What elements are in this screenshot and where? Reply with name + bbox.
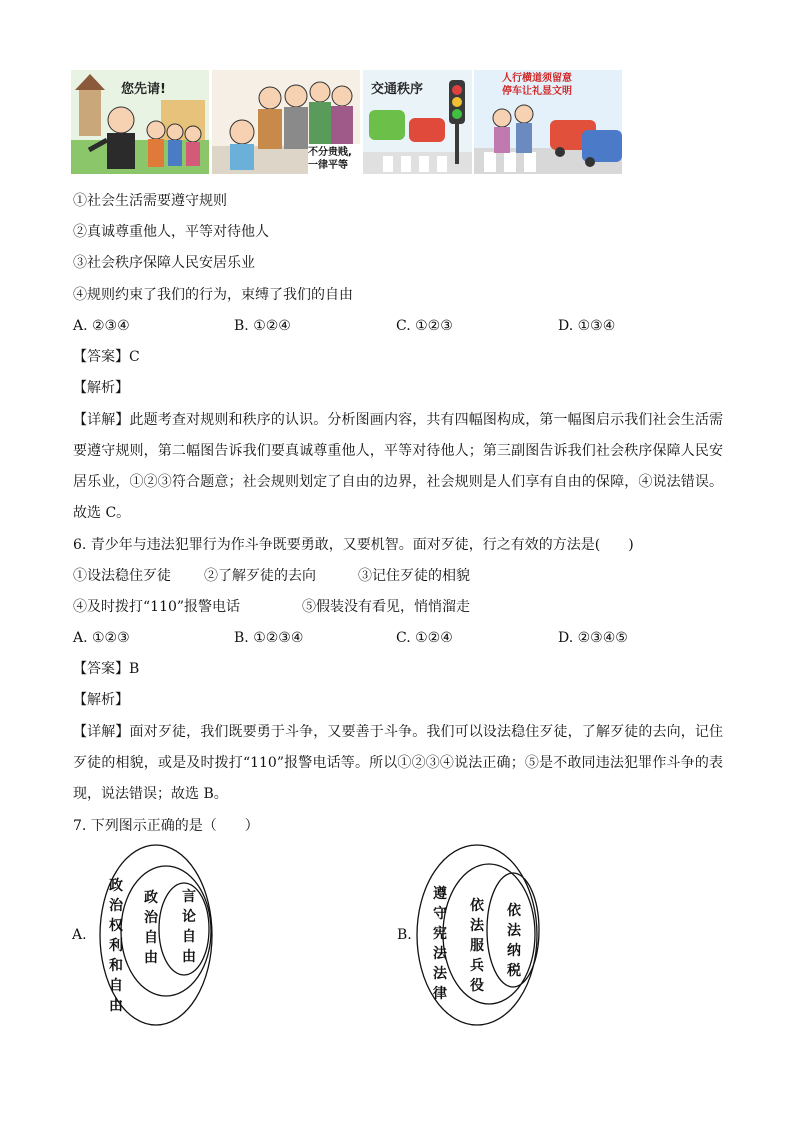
q6-detail-label: 【详解】 — [73, 724, 130, 740]
q6-statement-3: ③记住歹徒的相貌 — [358, 568, 470, 584]
q6-option-d: D. ②③④⑤ — [558, 630, 628, 646]
q6-answer: 【答案】B — [73, 661, 140, 677]
cartoon-panel-4 — [474, 70, 622, 174]
q6-question: 6. 青少年与违法犯罪行为作斗争既要勇敢，又要机智。面对歹徒，行之有效的方法是( ) — [73, 537, 634, 553]
q5-analysis-label: 【解析】 — [73, 380, 129, 396]
diagram-a-outer-label: 政治权利和自由 — [109, 878, 123, 1014]
diagram-b-middle-label: 依法服兵役 — [470, 898, 484, 994]
q5-statement-2: ②真诚尊重他人，平等对待他人 — [73, 224, 269, 240]
q6-statement-5: ⑤假装没有看见，悄悄溜走 — [302, 599, 470, 615]
q7-question: 7. 下列图示正确的是（ ） — [73, 818, 259, 834]
q6-option-a: A. ①②③ — [73, 630, 130, 646]
q5-option-d: D. ①③④ — [558, 318, 616, 334]
diagram-b-outer-label: 遵守宪法法律 — [433, 886, 447, 1002]
q7-option-a-label: A. — [72, 927, 87, 943]
diagram-a-middle-ellipse — [121, 866, 211, 996]
panel-3-caption: 交通秩序 — [371, 82, 424, 97]
q7-option-b-label: B. — [397, 927, 412, 943]
q6-statement-2: ②了解歹徒的去向 — [204, 568, 316, 584]
q6-detail — [73, 717, 723, 810]
q5-option-b: B. ①②④ — [234, 318, 291, 334]
cartoon-panel-2 — [212, 70, 360, 174]
cartoon-panel-1 — [71, 70, 209, 174]
q5-detail-label: 【详解】 — [73, 412, 130, 428]
q6-statement-4: ④及时拨打“110”报警电话 — [73, 599, 241, 615]
q5-statement-1: ①社会生活需要遵守规则 — [73, 193, 227, 209]
diagram-a-inner-label: 言论自由 — [182, 889, 196, 965]
q5-detail — [73, 405, 723, 529]
q5-detail-text: 此题考查对规则和秩序的认识。分析图画内容，共有四幅图构成，第一幅图启示我们社会生活需要遵守规则，第二幅图告诉我们要真诚尊重他人，平等对待他人；第三副图告诉我们社会秩序保障人民安居乐业，①②③符合题意；社会规则划定了自由的边界，社会规则是人们享有自由的保障，④说法错误。故选 C。 — [73, 412, 724, 521]
q6-statement-1: ①设法稳住歹徒 — [73, 568, 171, 584]
diagram-b-inner-label: 依法纳税 — [507, 903, 521, 979]
q5-answer: 【答案】C — [73, 349, 140, 365]
q5-option-c: C. ①②③ — [396, 318, 453, 334]
q6-analysis-label: 【解析】 — [73, 692, 129, 708]
panel-1-caption: 您先请! — [121, 82, 166, 97]
q5-option-a: A. ②③④ — [73, 318, 130, 334]
q6-option-c: C. ①②④ — [396, 630, 453, 646]
q5-statement-4: ④规则约束了我们的行为，束缚了我们的自由 — [73, 287, 353, 303]
q6-detail-text: 面对歹徒，我们既要勇于斗争，又要善于斗争。我们可以设法稳住歹徒，了解歹徒的去向，记住歹徒的相貌，或是及时拨打“110”报警电话等。所以①②③④说法正确；⑤是不敢同违法犯罪作斗争的表现，说法错误；故选 B。 — [73, 724, 724, 802]
q6-option-b: B. ①②③④ — [234, 630, 304, 646]
panel-4-caption: 人行横道须留意 停车让礼显文明 — [502, 73, 572, 97]
panel-2-caption: 不分贵贱, 一律平等 — [308, 147, 352, 171]
q5-statement-3: ③社会秩序保障人民安居乐业 — [73, 255, 255, 271]
diagram-a-middle-label: 政治自由 — [144, 890, 158, 966]
cartoon-panel-3 — [363, 70, 472, 174]
